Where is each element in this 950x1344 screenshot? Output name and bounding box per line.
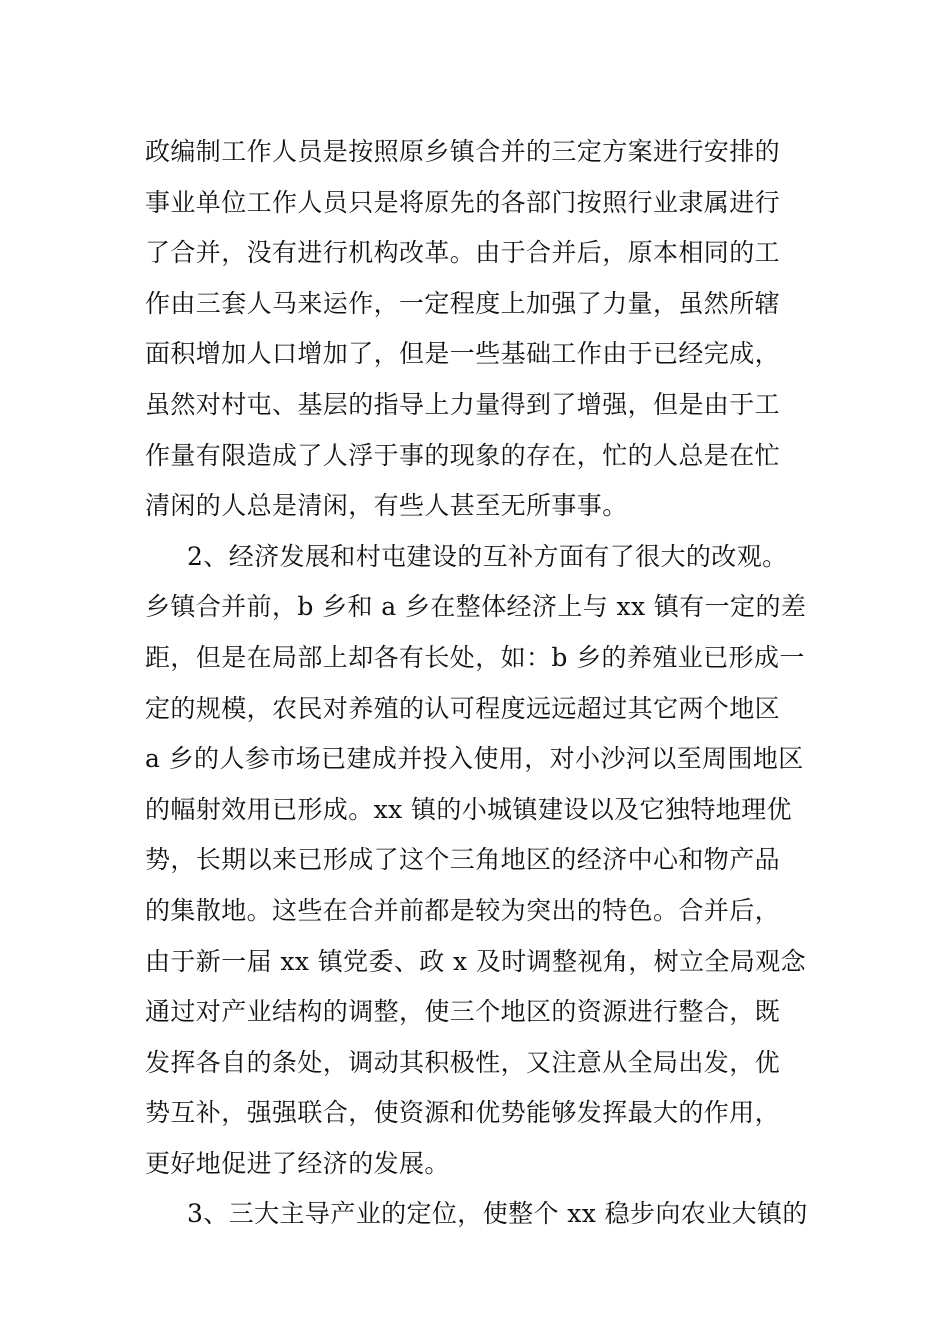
text-line: 通过对产业结构的调整，使三个地区的资源进行整合，既 [145,997,781,1027]
text-line: 2、经济发展和村屯建设的互补方面有了很大的改观。 [187,541,788,571]
text-line: 由于新一届 xx 镇党委、政 x 及时调整视角，树立全局观念 [145,946,807,976]
text-line: 清闲的人总是清闲，有些人甚至无所事事。 [145,491,628,521]
text-line: 了合并，没有进行机构改革。由于合并后，原本相同的工 [145,238,781,268]
text-line: 乡镇合并前，b 乡和 a 乡在整体经济上与 xx 镇有一定的差 [145,592,807,622]
paragraph-1 [145,133,815,538]
paragraph-2 [145,538,815,1196]
text-line: 的幅射效用已形成。xx 镇的小城镇建设以及它独特地理优 [145,794,792,824]
text-line: 发挥各自的条处，调动其积极性，又注意从全局出发，优 [145,1047,781,1077]
paragraph-3 [145,1195,815,1246]
text-line: 势，长期以来已形成了这个三角地区的经济中心和物产品 [145,845,781,875]
text-line: 事业单位工作人员只是将原先的各部门按照行业隶属进行 [145,187,781,217]
text-line: 政编制工作人员是按照原乡镇合并的三定方案进行安排的 [145,137,781,166]
text-line: 势互补，强强联合，使资源和优势能够发挥最大的作用， [145,1098,781,1128]
text-line: 虽然对村屯、基层的指导上力量得到了增强，但是由于工 [145,389,781,419]
text-line: 的集散地。这些在合并前都是较为突出的特色。合并后， [145,895,781,925]
text-line: 3、三大主导产业的定位，使整个 xx 稳步向农业大镇的 [187,1199,808,1229]
text-line: 作由三套人马来运作，一定程度上加强了力量，虽然所辖 [145,288,781,318]
document-body [145,133,815,1246]
text-line: 作量有限造成了人浮于事的现象的存在，忙的人总是在忙 [145,440,781,470]
text-line: 更好地促进了经济的发展。 [145,1148,450,1178]
text-line: a 乡的人参市场已建成并投入使用，对小沙河以至周围地区 [145,744,804,774]
text-line: 距，但是在局部上却各有长处，如：b 乡的养殖业已形成一 [145,642,805,672]
text-line: 面积增加人口增加了，但是一些基础工作由于已经完成， [145,339,781,369]
text-line: 定的规模，农民对养殖的认可程度远远超过其它两个地区 [145,693,781,723]
